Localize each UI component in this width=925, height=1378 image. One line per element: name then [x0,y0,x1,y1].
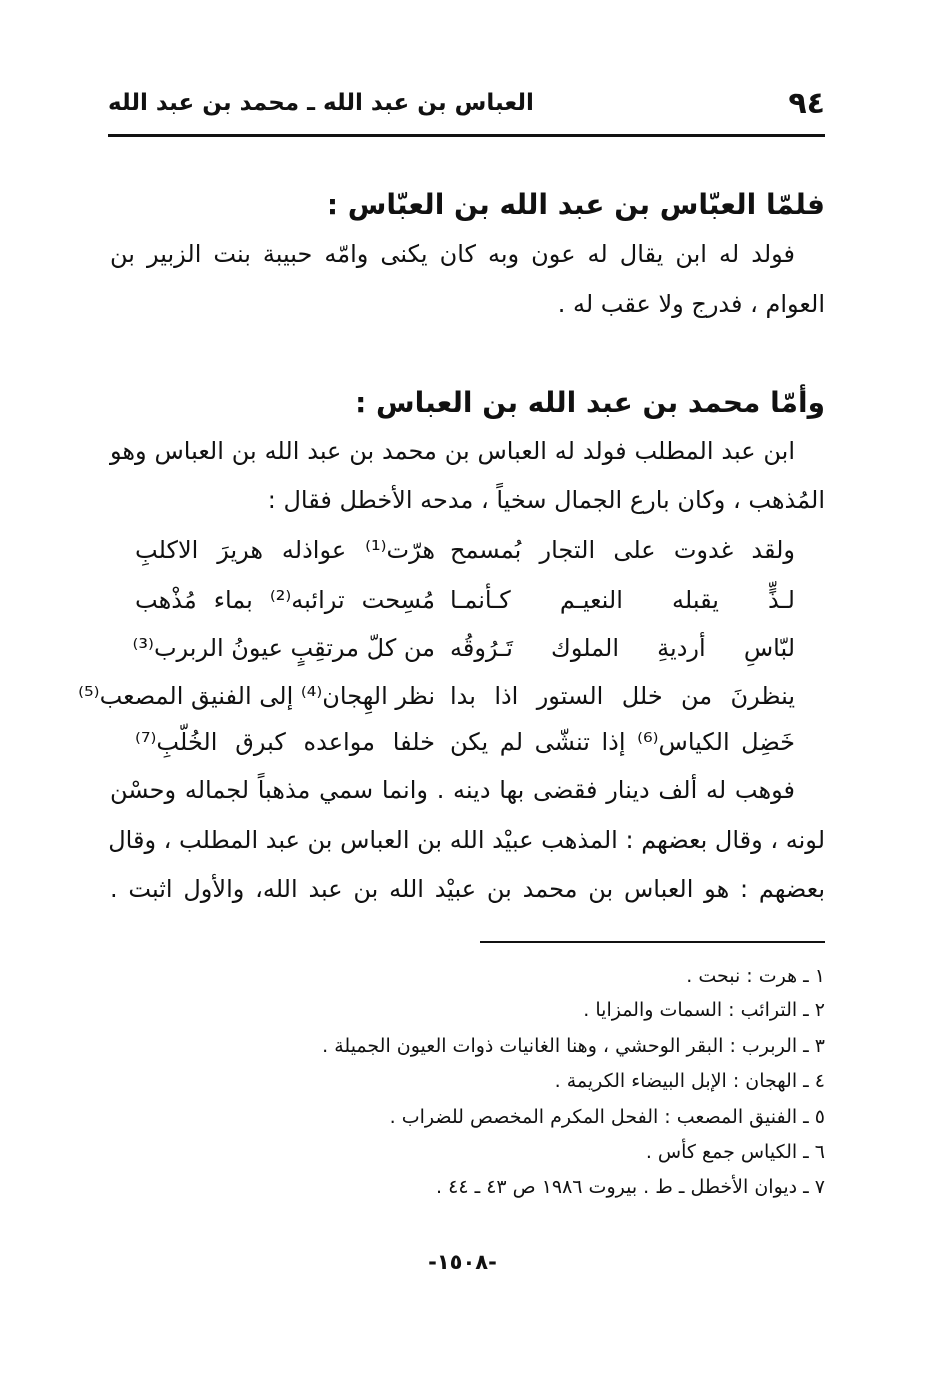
running-header [108,86,825,126]
paragraph-line: ابن عبد المطلب فولد له العباس بن محمد بن عبد الله بن العباس وهو [110,437,795,465]
paragraph-line: لونه ، وقال بعضهم : المذهب عبيْد الله بن العباس بن عبد المطلب ، وقال [108,826,825,854]
paragraph-line: فولد له ابن يقال له عون وبه كان يكنى وامّه حبيبة بنت الزبير بن [110,240,795,268]
footnote: ٢ ـ الترائب : السمات والمزايا . [583,999,825,1021]
verse-second-hemistich: مُسِحت ترائبه⁽²⁾ بماء مُذْهب [135,586,436,614]
paragraph-line: بعضهم : هو العباس بن محمد بن عبيْد الله بن عبد الله، والأول اثبت . [110,875,825,903]
poem-verse [135,536,795,576]
verse-first-hemistich: لبّاسِ أرديةِ الملوك تَـرُوقُه [450,634,795,662]
footnote: ٥ ـ الفنيق المصعب : الفحل المكرم المخصص للضراب . [389,1106,825,1128]
verse-second-hemistich: من كلّ مرتقِبٍ عيونُ الربرب⁽³⁾ [132,634,435,662]
footnote: ٤ ـ الهجان : الإبل البيضاء الكريمة . [554,1070,825,1092]
poem-verse [78,682,795,722]
verse-first-hemistich: لـذٍّ يقبله النعيـم كـأنمـا [450,586,795,614]
paragraph-line: فوهب له ألف دينار فقضى بها دينه . وانما سمي مذهباً لجماله وحسْن [110,776,795,804]
verse-first-hemistich: خَضِل الكياس⁽⁶⁾ إذا تنشّى لم يكن [450,728,795,756]
paragraph-line: المُذهب ، وكان بارع الجمال سخياً ، مدحه الأخطل فقال : [267,486,825,514]
section-heading-abbas: فلمّا العبّاس بن عبد الله بن العبّاس : [326,188,825,221]
running-title: العباس بن عبد الله ـ محمد بن عبد الله [108,90,534,116]
footnote: ٦ ـ الكياس جمع كأس . [645,1141,825,1163]
verse-first-hemistich: ينظرنَ من خلل الستور اذا بدا [450,682,795,710]
paragraph-line: العوام ، فدرج ولا عقب له . [557,290,825,318]
page-number: ٩٤ [788,86,825,121]
verse-second-hemistich: خلفا مواعده كبرق الخُلّبِ⁽⁷⁾ [135,728,435,756]
poem-verse [135,586,795,626]
footnote: ٣ ـ الربرب : البقر الوحشي ، وهنا الغانيات ذوات العيون الجميلة . [322,1035,825,1057]
page-footer-number: -١٥٠٨- [428,1250,497,1274]
poem-verse [132,634,795,674]
section-heading-muhammad: وأمّا محمد بن عبد الله بن العباس : [355,386,825,419]
footnote-rule [480,941,825,943]
footnote: ١ ـ هرت : نبحت . [686,965,825,987]
verse-second-hemistich: هرّت⁽¹⁾ عواذله هريرَ الاكلبِ [135,536,435,564]
poem-verse [135,728,795,768]
header-rule [108,134,825,137]
verse-second-hemistich: نظر الهِجان⁽⁴⁾ إلى الفنيق المصعب⁽⁵⁾ [78,682,435,710]
footnote: ٧ ـ ديوان الأخطل ـ ط . بيروت ١٩٨٦ ص ٤٣ ـ ٤٤ . [436,1176,825,1198]
verse-first-hemistich: ولقد غدوت على التجار بُمسمح [450,536,795,564]
